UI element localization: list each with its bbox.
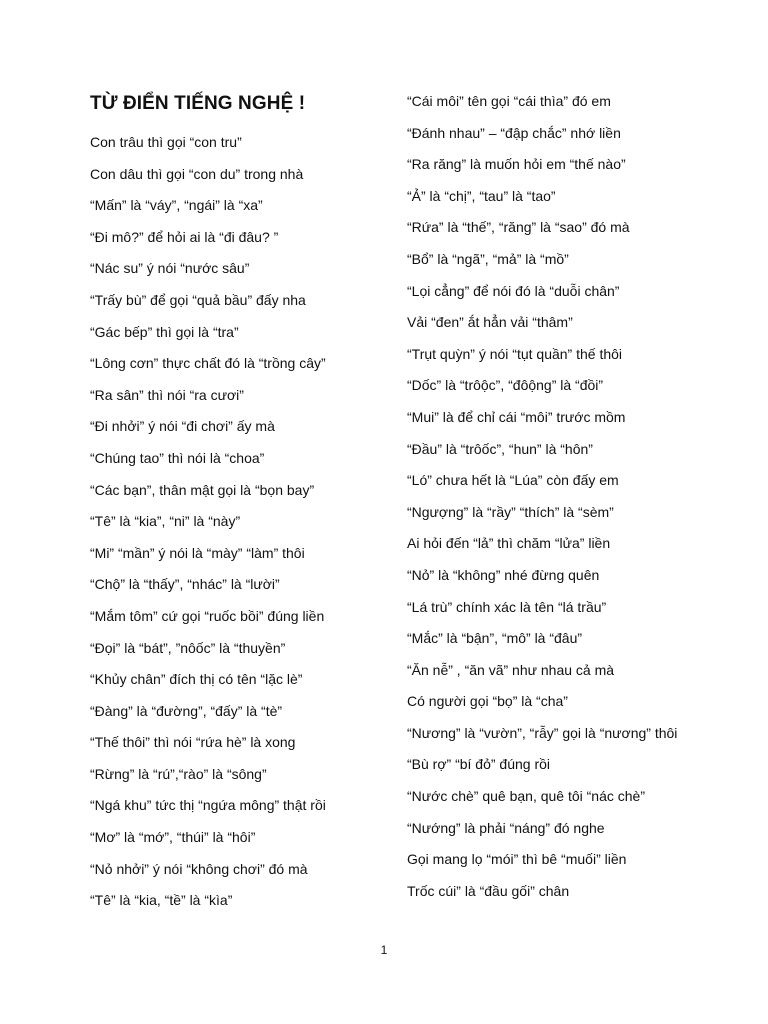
verse-line: “Chộ” là “thấy”, “nhác” là “lười” — [90, 576, 280, 593]
verse-line: “Đi mô?” để hỏi ai là “đi đâu? ” — [90, 228, 279, 245]
verse-line: “Mắm tôm” cứ gọi “ruốc bồi” đúng liền — [90, 607, 325, 624]
verse-line: Ai hỏi đến “lả” thì chăm “lửa” liền — [407, 535, 611, 552]
verse-line: “Mơ” là “mớ”, “thúi” là “hôi” — [90, 829, 256, 846]
verse-line: “Ló” chưa hết là “Lúa” còn đấy em — [407, 472, 619, 489]
page-title: TỪ ĐIỂN TIẾNG NGHỆ ! — [90, 93, 306, 114]
verse-line: “Mấn” là “váy”, “ngái” là “xa” — [90, 197, 263, 214]
verse-line: Trốc cúi” là “đầu gối” chân — [407, 882, 570, 899]
verse-line: “Trụt quỳn” ý nói “tụt quần” thế thôi — [407, 345, 623, 362]
verse-line: Con trâu thì gọi “con tru” — [90, 134, 242, 150]
verse-line: “Ăn nễ” , “ăn vã” như nhau cả mà — [407, 661, 615, 678]
verse-line: “Đánh nhau” – “đập chắc” nhớ liền — [407, 124, 621, 141]
verse-line: “Bù rợ” “bí đỏ” đúng rồi — [407, 756, 551, 773]
verse-line: “Nướng” là phải “náng” đó nghe — [407, 819, 605, 836]
verse-line: “Đi nhởi” ý nói “đi chơi” ấy mà — [90, 418, 275, 435]
verse-line: “Lông cơn” thực chất đó là “trồng cây” — [90, 355, 326, 372]
verse-line: “Ra sân” thì nói “ra cươi” — [90, 386, 244, 403]
verse-line: “Mắc” là “bận”, “mô” là “đâu” — [407, 630, 583, 647]
verse-line: “Khủy chân” đích thị có tên “lặc lè” — [90, 671, 303, 688]
verse-line: “Trấy bù” để gọi “quả bầu” đấy nha — [90, 291, 306, 308]
verse-line: “Nỏ” là “không” nhé đừng quên — [407, 566, 600, 583]
verse-line: “Dốc” là “trôộc”, “đôộng” là “đồi” — [407, 377, 604, 394]
verse-line: “Rừng” là “rú”,“rào” là “sông” — [90, 765, 267, 782]
verse-line: “Các bạn”, thân mật gọi là “bọn bay” — [90, 481, 315, 498]
verse-line: “Lọi cẳng” để nói đó là “duỗi chân” — [407, 282, 620, 299]
verse-line: “Mi” “mần” ý nói là “mày” “làm” thôi — [90, 544, 305, 561]
verse-line: “Rứa” là “thế”, “răng” là “sao” đó mà — [407, 219, 630, 236]
verse-line: “Tê” là “kia, “tề” là “kìa” — [90, 892, 233, 909]
verse-line: Gọi mang lọ “mói” thì bê “muối” liền — [407, 851, 627, 868]
verse-line: “Bổ” là “ngã”, “mả” là “mồ” — [407, 250, 569, 267]
verse-line: “Ngượng” là “rầy” “thích” là “sèm” — [407, 503, 614, 520]
verse-line: Có người gọi “bọ” là “cha” — [407, 693, 568, 710]
verse-line: “Mui” là để chỉ cái “môi” trước mồm — [407, 408, 626, 425]
verse-line: “Đầu” là “trôốc”, “hun” là “hôn” — [407, 440, 593, 457]
verse-line: “Nác su” ý nói “nước sâu” — [90, 260, 250, 277]
verse-line: “Ngá khu” tức thị “ngứa mông” thật rồi — [90, 797, 326, 814]
right-column — [407, 92, 677, 913]
verse-line: Vải “đen” ắt hẳn vải “thâm” — [407, 314, 573, 331]
verse-line: “Chúng tao” thì nói là “choa” — [90, 449, 265, 466]
verse-line: “Ra răng” là muốn hỏi em “thế nào” — [407, 156, 626, 173]
verse-line: “Gác bếp” thì gọi là “tra” — [90, 323, 239, 340]
verse-line: “Thế thôi” thì nói “rứa hè” là xong — [90, 734, 296, 751]
verse-line: “Tê” là “kia”, “ni” là “này” — [90, 513, 241, 530]
verse-line: “Cái môi” tên gọi “cái thìa” đó em — [407, 93, 611, 109]
verse-line: “Lá trù” chính xác là tên “lá trầu” — [407, 598, 607, 615]
verse-line: “Đàng” là “đường”, “đấy” là “tè” — [90, 702, 283, 719]
verse-line: “Ả” là “chị”, “tau” là “tao” — [407, 187, 556, 204]
verse-line: “Nỏ nhởi” ý nói “không chơi” đó mà — [90, 860, 308, 877]
verse-line: “Nước chè” quê bạn, quê tôi “nác chè” — [407, 788, 646, 805]
verse-line: Con dâu thì gọi “con du” trong nhà — [90, 165, 304, 182]
verse-line: “Nương” là “vườn”, “rẫy” gọi là “nương” thôi — [407, 724, 678, 741]
left-column — [90, 133, 326, 923]
page-number: 1 — [380, 943, 388, 957]
verse-line: “Đọi” là “bát”, ”nôốc” là “thuyền” — [90, 639, 286, 656]
